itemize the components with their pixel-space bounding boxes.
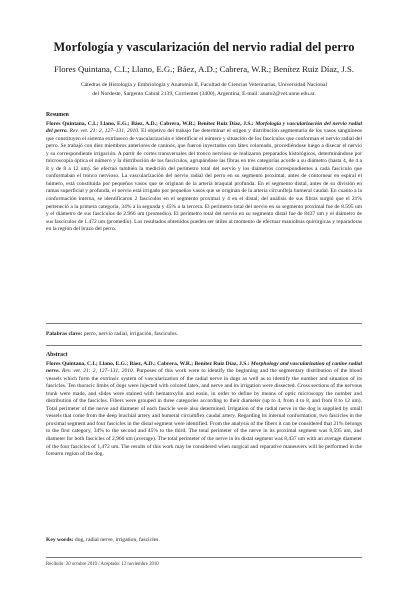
abstract-ref-journal: Rev. vet. 21: 2, 127–131, 2010. [62, 368, 135, 375]
resumen-heading: Resumen [46, 112, 69, 118]
key-words-label: Key words: [46, 537, 74, 543]
abstract-paragraph [46, 361, 362, 459]
resumen-paragraph [46, 121, 362, 234]
abstract-body: Purposes of this work were to identify the beginning and the segmentary distribution of the blood vessels which form the extrinsic system of vascularization of the radial nerve in dogs as well as to identify the number and situation of its fascicles. Ten thoracic limbs of dogs were injected with colored latex, and nerve and its irrigation were dissected. Cross sections of the nervous trunk were made, and slides were stained with hematoxylin and eosin, in order to define by means of optic microscopy the number and distribution of the fascicles. Fibers were grouped in three categories according to their diameter (up to 4, from 4 to 8, and from 8 to 12 um). Total perimeter of the nerve and diameter of each fascicle were also determined. Irrigation of the radial nerve in the dog is supplied by small vessels that come from the deep brachial artery and humeral circumflex caudal artery. Regarding its internal conformation, two fascicles in the proximal segment and four fascicles in the distal segment were identified. From the analysis of the fibers it can be considered that 21% belongs to the first category, 34% to the second and 45% to the third. The total perimeter of the nerve in its proximal segment was 8,595 um, and diameter for both fascicles of 2,966 um (average). The total perimeter of the nerve in its distal segment was 8,437 um with an average diameter of the four fascicles of 1,472 um. The results of this work may be considered when surgical and reparative maneuvers will be performed in the forearm region of the dog. [46, 368, 363, 458]
palabras-clave [46, 330, 362, 338]
section-divider-top [46, 323, 362, 324]
resumen-body: El objetivo del trabajo fue determinar el origen y distribución segmentaria de los vasos sanguíneos que constituyen el sistema extrínseco de vascularización e identificar el número y situación de los fascículos que conforman el nervio radial del perro. Se trabajó con diez miembros anteriores de caninos, que fueron inyectados con látex coloreado, procediéndose luego a disecar el nervio y su correspondiente irrigación. A partir de cortes transversales del tronco nervioso se realizaron preparados histológicos, determinándose por microscopía óptica el número y la distribución de los fascículos, agrupándose las fibras en tres categorías acorde a su diámetro (hasta 4, de 4 a 8 y de 8 a 12 um). Se efectuó también la medición del perímetro total del nervio y los diámetros correspondientes a cada fascículo que conformaban el tronco nervioso. La vascularización del nervio radial del perro en su segmento proximal, antes de contornear en espiral el húmero, está constituida por pequeños vasos que se originan de la arteria braquial profunda. En el segmento distal, antes de su división en ramas superficial y profunda, el nervio está irrigado por pequeños vasos que se originan de la arteria circunfleja humeral caudal. En cuanto a la conformación interna, se identificaron 2 fascículos en el segmento proximal y 4 en el distal; del análisis de sus fibras surgió que el 21% perteneció a la primera categoría, 34% a la segunda y 45% a la tercera. El perímetro total del nervio en su segmento proximal fue de 8.595 um y el diámetro de sus fascículos de 2.966 um (promedio). El perímetro total del nervio en su segmento distal fue de 8437 um y el diámetro de sus fascículos de 1.472 um (promedio). Los resultados obtenidos pueden ser útiles al momento de efectuar maniobras quirúrgicas y reparadoras en la región del brazo del perro. [46, 128, 363, 233]
received-accepted-dates: Recibido: 20 octubre 2010 / Aceptado: 12 noviembre 2010 [46, 562, 159, 567]
resumen-ref-title: Morfología y vascularización del nervio radial del perro. [46, 120, 363, 135]
author-list: Flores Quintana, C.I.; Llano, E.G.; Báez, A.D.; Cabrera, W.R.; Benítez Ruiz Díaz, J.S. [54, 64, 354, 74]
abstract-ref-title: Morphology and vascularization of canine radial nerve. [46, 360, 362, 375]
abstract-section [46, 352, 362, 459]
affiliation-line-1: Cátedras de Histología y Embriología y Anatomía II, Facultad de Ciencias Veterinarias, Universidad Nacional [80, 82, 328, 88]
abstract-ref-authors: Flores Quintana, C.I.; Llano, E.G.; Báez, A.D.; Cabrera, W.R.; Benítez Ruiz Díaz, J.S.: [46, 360, 250, 367]
resumen-ref-journal: Rev. vet. 21: 2, 127–131, 2010. [69, 128, 140, 135]
key-words-text: dog, radial nerve, irrigation, fascicles. [74, 537, 160, 543]
affiliation [34, 81, 374, 98]
resumen-ref-authors: Flores Quintana, C.I.; Llano, E.G.; Báez, A.D.; Cabrera, W.R.; Benítez Ruiz Díaz, J.S.: [46, 120, 254, 127]
footer-divider [46, 557, 362, 558]
abstract-heading: Abstract [46, 352, 68, 358]
palabras-clave-label: Palabras clave: [46, 331, 83, 337]
article-title: Morfología y vascularización del nervio radial del perro [53, 40, 355, 54]
key-words [46, 536, 362, 544]
resumen-section [46, 112, 362, 234]
section-divider-middle [46, 345, 362, 346]
affiliation-line-2: del Nordeste, Sargento Cabral 2139, Corrientes (3400), Argentina, E-mail: anato2@vet.unne.edu.ar. [92, 90, 316, 97]
palabras-clave-text: perro, nervio radial, irrigación, fascículos. [83, 331, 179, 337]
